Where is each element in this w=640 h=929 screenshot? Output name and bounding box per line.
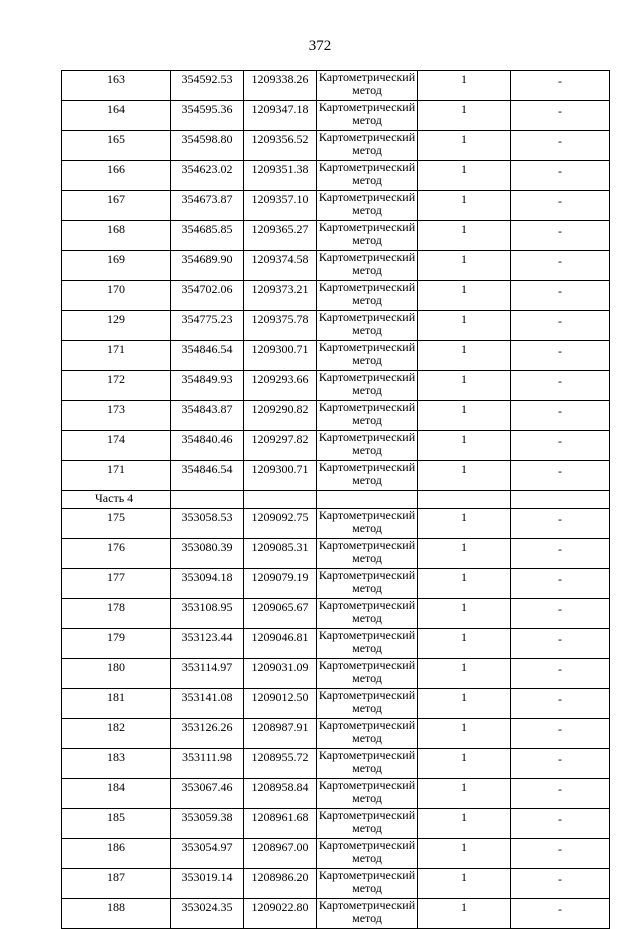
empty-cell [511,491,610,509]
description-cell: - [511,251,610,281]
point-number-cell: 164 [62,101,171,131]
method-cell: Картометрический метод [317,629,418,659]
point-number-cell: 187 [62,869,171,899]
method-cell: Картометрический метод [317,101,418,131]
y-coordinate-cell: 1208961.68 [244,809,317,839]
table-row [62,599,610,629]
method-cell: Картометрический метод [317,869,418,899]
accuracy-cell: 1 [418,461,511,491]
description-cell: - [511,71,610,101]
point-number-cell: 167 [62,191,171,221]
table-row [62,839,610,869]
table-row [62,161,610,191]
method-cell: Картометрический метод [317,461,418,491]
method-cell: Картометрический метод [317,401,418,431]
x-coordinate-cell: 354689.90 [171,251,244,281]
x-coordinate-cell: 354673.87 [171,191,244,221]
point-number-cell: 174 [62,431,171,461]
description-cell: - [511,161,610,191]
x-coordinate-cell: 354598.80 [171,131,244,161]
point-number-cell: 183 [62,749,171,779]
x-coordinate-cell: 354846.54 [171,341,244,371]
x-coordinate-cell: 353094.18 [171,569,244,599]
method-cell: Картометрический метод [317,719,418,749]
table-row [62,569,610,599]
accuracy-cell: 1 [418,431,511,461]
method-cell: Картометрический метод [317,251,418,281]
x-coordinate-cell: 353058.53 [171,509,244,539]
accuracy-cell: 1 [418,869,511,899]
coordinates-table-body [62,71,610,929]
description-cell: - [511,689,610,719]
point-number-cell: 185 [62,809,171,839]
accuracy-cell: 1 [418,749,511,779]
description-cell: - [511,371,610,401]
x-coordinate-cell: 353019.14 [171,869,244,899]
x-coordinate-cell: 353080.39 [171,539,244,569]
description-cell: - [511,809,610,839]
description-cell: - [511,899,610,929]
accuracy-cell: 1 [418,779,511,809]
y-coordinate-cell: 1209347.18 [244,101,317,131]
point-number-cell: 170 [62,281,171,311]
method-cell: Картометрический метод [317,281,418,311]
description-cell: - [511,401,610,431]
description-cell: - [511,719,610,749]
table-row [62,689,610,719]
y-coordinate-cell: 1209031.09 [244,659,317,689]
y-coordinate-cell: 1209373.21 [244,281,317,311]
accuracy-cell: 1 [418,599,511,629]
accuracy-cell: 1 [418,191,511,221]
point-number-cell: 181 [62,689,171,719]
x-coordinate-cell: 354846.54 [171,461,244,491]
description-cell: - [511,131,610,161]
y-coordinate-cell: 1209065.67 [244,599,317,629]
description-cell: - [511,221,610,251]
y-coordinate-cell: 1209293.66 [244,371,317,401]
y-coordinate-cell: 1209351.38 [244,161,317,191]
y-coordinate-cell: 1209374.58 [244,251,317,281]
accuracy-cell: 1 [418,281,511,311]
point-number-cell: 169 [62,251,171,281]
accuracy-cell: 1 [418,311,511,341]
table-row [62,749,610,779]
x-coordinate-cell: 354843.87 [171,401,244,431]
accuracy-cell: 1 [418,899,511,929]
point-number-cell: 165 [62,131,171,161]
y-coordinate-cell: 1209300.71 [244,461,317,491]
y-coordinate-cell: 1209356.52 [244,131,317,161]
empty-cell [244,491,317,509]
x-coordinate-cell: 354685.85 [171,221,244,251]
x-coordinate-cell: 354775.23 [171,311,244,341]
accuracy-cell: 1 [418,659,511,689]
y-coordinate-cell: 1209012.50 [244,689,317,719]
method-cell: Картометрический метод [317,569,418,599]
method-cell: Картометрический метод [317,839,418,869]
table-row [62,251,610,281]
accuracy-cell: 1 [418,401,511,431]
point-number-cell: 177 [62,569,171,599]
y-coordinate-cell: 1209022.80 [244,899,317,929]
accuracy-cell: 1 [418,689,511,719]
table-row [62,509,610,539]
accuracy-cell: 1 [418,719,511,749]
section-row [62,491,610,509]
x-coordinate-cell: 353126.26 [171,719,244,749]
x-coordinate-cell: 353114.97 [171,659,244,689]
method-cell: Картометрический метод [317,749,418,779]
table-row [62,401,610,431]
table-row [62,71,610,101]
y-coordinate-cell: 1209365.27 [244,221,317,251]
table-row [62,341,610,371]
table-row [62,431,610,461]
point-number-cell: 172 [62,371,171,401]
description-cell: - [511,101,610,131]
x-coordinate-cell: 354702.06 [171,281,244,311]
accuracy-cell: 1 [418,341,511,371]
point-number-cell: 188 [62,899,171,929]
accuracy-cell: 1 [418,71,511,101]
point-number-cell: 166 [62,161,171,191]
coordinates-table [61,70,610,929]
x-coordinate-cell: 353059.38 [171,809,244,839]
accuracy-cell: 1 [418,251,511,281]
empty-cell [317,491,418,509]
description-cell: - [511,869,610,899]
x-coordinate-cell: 353024.35 [171,899,244,929]
point-number-cell: 175 [62,509,171,539]
accuracy-cell: 1 [418,569,511,599]
table-row [62,779,610,809]
x-coordinate-cell: 354849.93 [171,371,244,401]
y-coordinate-cell: 1209357.10 [244,191,317,221]
method-cell: Картометрический метод [317,71,418,101]
accuracy-cell: 1 [418,839,511,869]
point-number-cell: 129 [62,311,171,341]
method-cell: Картометрический метод [317,131,418,161]
y-coordinate-cell: 1209290.82 [244,401,317,431]
point-number-cell: 180 [62,659,171,689]
accuracy-cell: 1 [418,161,511,191]
method-cell: Картометрический метод [317,509,418,539]
method-cell: Картометрический метод [317,431,418,461]
empty-cell [171,491,244,509]
description-cell: - [511,281,610,311]
page-number: 372 [308,38,332,54]
point-number-cell: 168 [62,221,171,251]
table-row [62,191,610,221]
description-cell: - [511,659,610,689]
description-cell: - [511,629,610,659]
description-cell: - [511,461,610,491]
x-coordinate-cell: 354840.46 [171,431,244,461]
method-cell: Картометрический метод [317,599,418,629]
description-cell: - [511,431,610,461]
y-coordinate-cell: 1208967.00 [244,839,317,869]
table-row [62,869,610,899]
x-coordinate-cell: 353141.08 [171,689,244,719]
method-cell: Картометрический метод [317,191,418,221]
x-coordinate-cell: 353054.97 [171,839,244,869]
x-coordinate-cell: 353067.46 [171,779,244,809]
empty-cell [418,491,511,509]
point-number-cell: 182 [62,719,171,749]
description-cell: - [511,779,610,809]
description-cell: - [511,341,610,371]
point-number-cell: 163 [62,71,171,101]
method-cell: Картометрический метод [317,161,418,191]
y-coordinate-cell: 1209338.26 [244,71,317,101]
x-coordinate-cell: 354623.02 [171,161,244,191]
point-number-cell: 171 [62,341,171,371]
y-coordinate-cell: 1209046.81 [244,629,317,659]
y-coordinate-cell: 1208955.72 [244,749,317,779]
method-cell: Картометрический метод [317,809,418,839]
description-cell: - [511,191,610,221]
accuracy-cell: 1 [418,131,511,161]
method-cell: Картометрический метод [317,539,418,569]
description-cell: - [511,839,610,869]
y-coordinate-cell: 1208986.20 [244,869,317,899]
table-row [62,371,610,401]
x-coordinate-cell: 353108.95 [171,599,244,629]
method-cell: Картометрический метод [317,689,418,719]
y-coordinate-cell: 1209297.82 [244,431,317,461]
accuracy-cell: 1 [418,809,511,839]
point-number-cell: 179 [62,629,171,659]
method-cell: Картометрический метод [317,311,418,341]
method-cell: Картометрический метод [317,221,418,251]
description-cell: - [511,569,610,599]
accuracy-cell: 1 [418,221,511,251]
point-number-cell: 176 [62,539,171,569]
table-row [62,281,610,311]
point-number-cell: 171 [62,461,171,491]
table-row [62,461,610,491]
accuracy-cell: 1 [418,629,511,659]
point-number-cell: 184 [62,779,171,809]
x-coordinate-cell: 353123.44 [171,629,244,659]
y-coordinate-cell: 1209085.31 [244,539,317,569]
x-coordinate-cell: 354592.53 [171,71,244,101]
table-row [62,659,610,689]
description-cell: - [511,509,610,539]
description-cell: - [511,311,610,341]
accuracy-cell: 1 [418,101,511,131]
method-cell: Картометрический метод [317,341,418,371]
table-row [62,809,610,839]
table-row [62,899,610,929]
table-row [62,131,610,161]
x-coordinate-cell: 353111.98 [171,749,244,779]
y-coordinate-cell: 1209079.19 [244,569,317,599]
table-row [62,539,610,569]
y-coordinate-cell: 1208987.91 [244,719,317,749]
method-cell: Картометрический метод [317,371,418,401]
table-row [62,101,610,131]
y-coordinate-cell: 1209300.71 [244,341,317,371]
table-row [62,221,610,251]
section-label: Часть 4 [62,491,171,509]
method-cell: Картометрический метод [317,659,418,689]
y-coordinate-cell: 1209092.75 [244,509,317,539]
y-coordinate-cell: 1208958.84 [244,779,317,809]
description-cell: - [511,539,610,569]
description-cell: - [511,599,610,629]
accuracy-cell: 1 [418,539,511,569]
table-row [62,719,610,749]
x-coordinate-cell: 354595.36 [171,101,244,131]
table-row [62,311,610,341]
description-cell: - [511,749,610,779]
y-coordinate-cell: 1209375.78 [244,311,317,341]
method-cell: Картометрический метод [317,779,418,809]
accuracy-cell: 1 [418,509,511,539]
point-number-cell: 186 [62,839,171,869]
method-cell: Картометрический метод [317,899,418,929]
point-number-cell: 178 [62,599,171,629]
point-number-cell: 173 [62,401,171,431]
table-row [62,629,610,659]
accuracy-cell: 1 [418,371,511,401]
